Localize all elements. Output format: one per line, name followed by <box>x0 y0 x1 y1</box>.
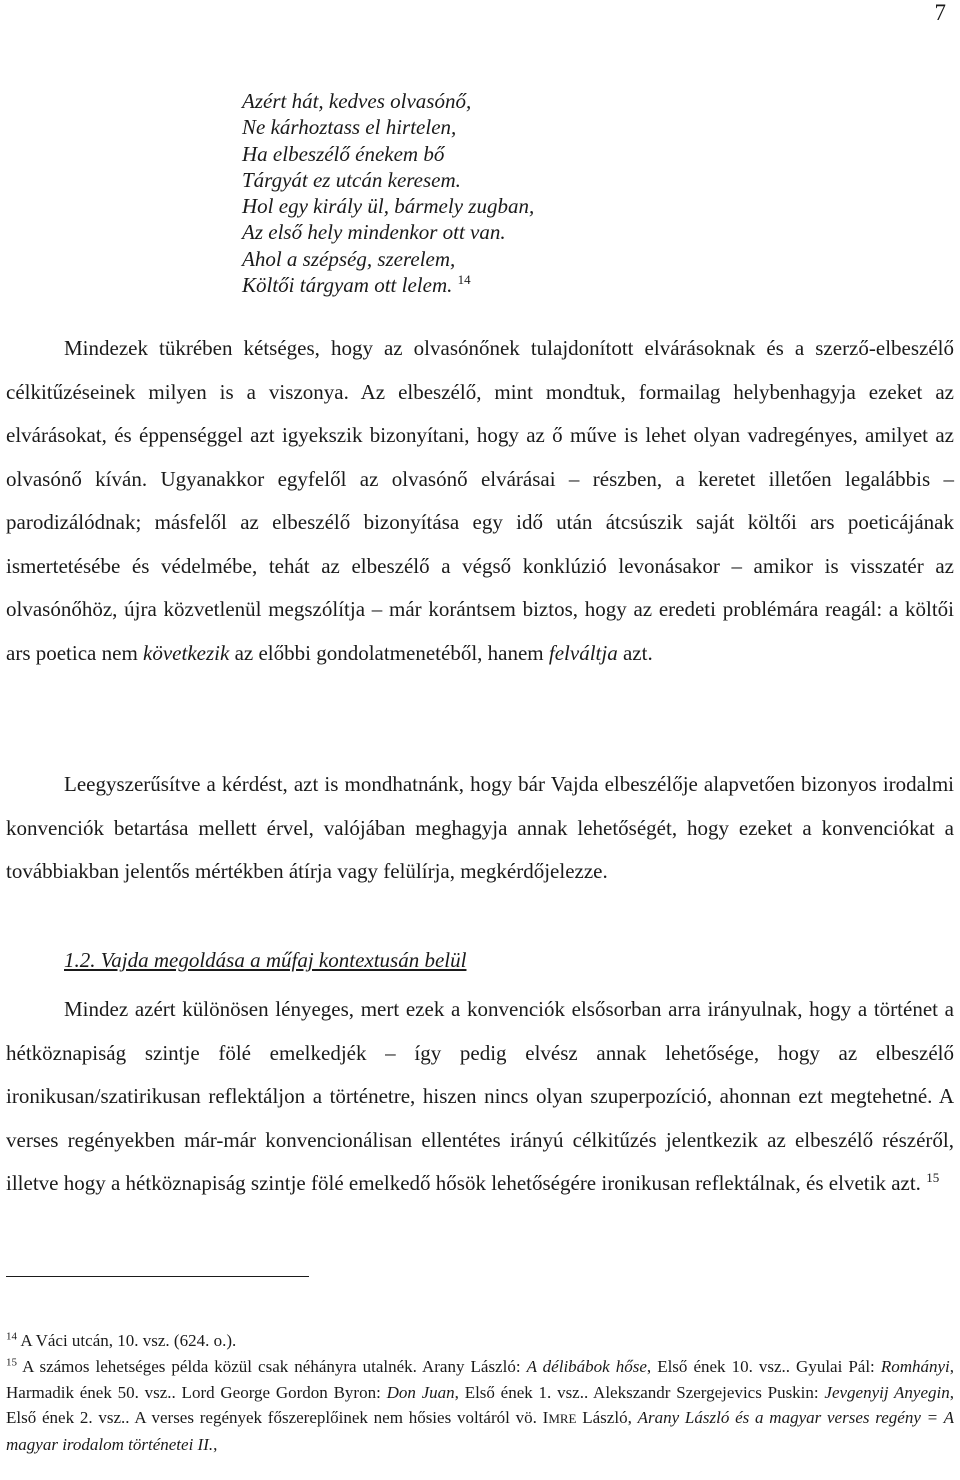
footnote-number: 15 <box>6 1356 17 1369</box>
poem-line: Ha elbeszélő énekem bő <box>242 141 445 166</box>
work-title: Romhányi <box>880 1356 950 1376</box>
footnote-text: , Első ének 1. vsz.. Alekszandr Szergejevics Puskin: <box>454 1382 825 1402</box>
poem-line: Hol egy király ül, bármely zugban, <box>242 194 535 219</box>
paragraph-1-text-end: azt. <box>617 640 653 665</box>
footnote-separator <box>6 1276 309 1277</box>
footnote-text: , <box>213 1435 218 1455</box>
paragraph-3 <box>6 988 954 1206</box>
paragraph-1-text: Mindezek tükrében kétséges, hogy az olvasónőnek tulajdonított elvárásoknak és a szerző-elbeszélő célkitűzéseinek milyen is a viszonya. Az elbeszélő, mint mondtuk, formailag helybenhagyja ezeket az elvárásokat, és éppenséggel azt igyekszik bizonyítani, hogy az ő műve is lehet olyan vadregényes, amilyet az olvasónő kíván. Ugyanakkor egyfelől az olvasónő elvárásai – részben, a keretet illetően legalábbis – parodizálódnak; másfelől az elbeszélő bizonyítása egy idő után átcsúszik saját költői ars poeticájának ismertetésébe és védelmébe, tehát az elbeszélő a végső konklúzió levonásakor – amikor is visszatér az olvasónőhöz, újra közvetlenül megszólítja – már korántsem biztos, hogy az eredeti problémára reagál: a költői ars poetica nem <box>6 336 954 665</box>
poem-line-text: Költői tárgyam ott lelem. <box>242 273 453 298</box>
footnote-15 <box>6 1354 954 1458</box>
poem-line-last <box>242 272 534 298</box>
body-block-2 <box>6 763 954 894</box>
page-number: 7 <box>934 0 946 25</box>
footnote-number: 14 <box>6 1330 17 1343</box>
paragraph-1 <box>6 327 954 675</box>
paragraph-3-text: Mindez azért különösen lényeges, mert ezek a konvenciók elsősorban arra irányulnak, hogy a történet a hétköznapiság szintje fölé emelkedjék – így pedig elvész annak lehetősége, hogy az elbeszélő ironikusan/szatirikusan reflektáljon a történetre, hiszen nincs olyan szuperpozíció, ahonnan ezt megtehetné. A verses regényekben már-már konvencionálisan ellentétes irányú célkitűzés jelentkezik az elbeszélő részéről, illetve hogy a hétköznapiság szintje fölé emelkedő hősök lehetőségére ironikusan reflektálnak, és elvetik azt. <box>6 997 954 1195</box>
poem-line: Ahol a szépség, szerelem, <box>242 246 456 271</box>
poem-line: Az első hely mindenkor ott van. <box>242 220 506 245</box>
footnote-text: , Harmadik ének 50. vsz.. Lord George Gordon Byron: <box>6 1356 954 1402</box>
work-title: Jevgenyij Anyegin <box>824 1382 950 1402</box>
footnote-text: A számos lehetséges példa közül csak néhányra utalnék. Arany László: <box>22 1356 527 1376</box>
work-title: Don Juan <box>386 1382 455 1402</box>
author-surname-rest: MRE <box>548 1411 577 1427</box>
footnote-text: A Váci utcán, 10. vsz. (624. o.). <box>20 1331 237 1350</box>
poem-quote <box>242 88 534 298</box>
footnotes <box>6 1328 954 1458</box>
paragraph-2: Leegyszerűsítve a kérdést, azt is mondhatnánk, hogy bár Vajda elbeszélője alapvetően bizonyos irodalmi konvenciók betartása mellett érvel, valójában meghagyja annak lehetőségét, hogy ezeket a konvenciókat a továbbiakban jelentős mértékben átírja vagy felülírja, megkérdőjelezze. <box>6 772 954 883</box>
footnote-text: , Első ének 2. vsz.. A verses regények főszereplőinek nem hősies voltáról vö. <box>6 1382 954 1428</box>
body-block-3 <box>6 988 954 1206</box>
footnote-text: , Első ének 10. vsz.. Gyulai Pál: <box>646 1356 881 1376</box>
footnote-14 <box>6 1328 954 1354</box>
work-title: A délibábok hőse <box>526 1356 647 1376</box>
poem-line: Azért hát, kedves olvasónő, <box>242 89 472 113</box>
emphasis-kovetkezik: következik <box>143 640 230 665</box>
emphasis-felvaltja: felváltja <box>548 640 618 665</box>
poem-line: Ne kárhoztass el hirtelen, <box>242 115 457 140</box>
section-heading: 1.2. Vajda megoldása a műfaj kontextusán belül <box>64 948 467 972</box>
footnote-ref-15[interactable]: 15 <box>926 1170 940 1185</box>
work-title: Arany László és a magyar verses regény = A magyar irodalom történetei II. <box>6 1408 954 1455</box>
footnote-text: László, <box>576 1408 638 1428</box>
poem-line: Tárgyát ez utcán keresem. <box>242 167 461 192</box>
body-block-1 <box>6 327 954 675</box>
author-surname-initial: I <box>542 1408 549 1428</box>
footnote-ref-14[interactable]: 14 <box>457 272 471 288</box>
paragraph-1-text-cont: az előbbi gondolatmenetéből, hanem <box>229 640 544 665</box>
